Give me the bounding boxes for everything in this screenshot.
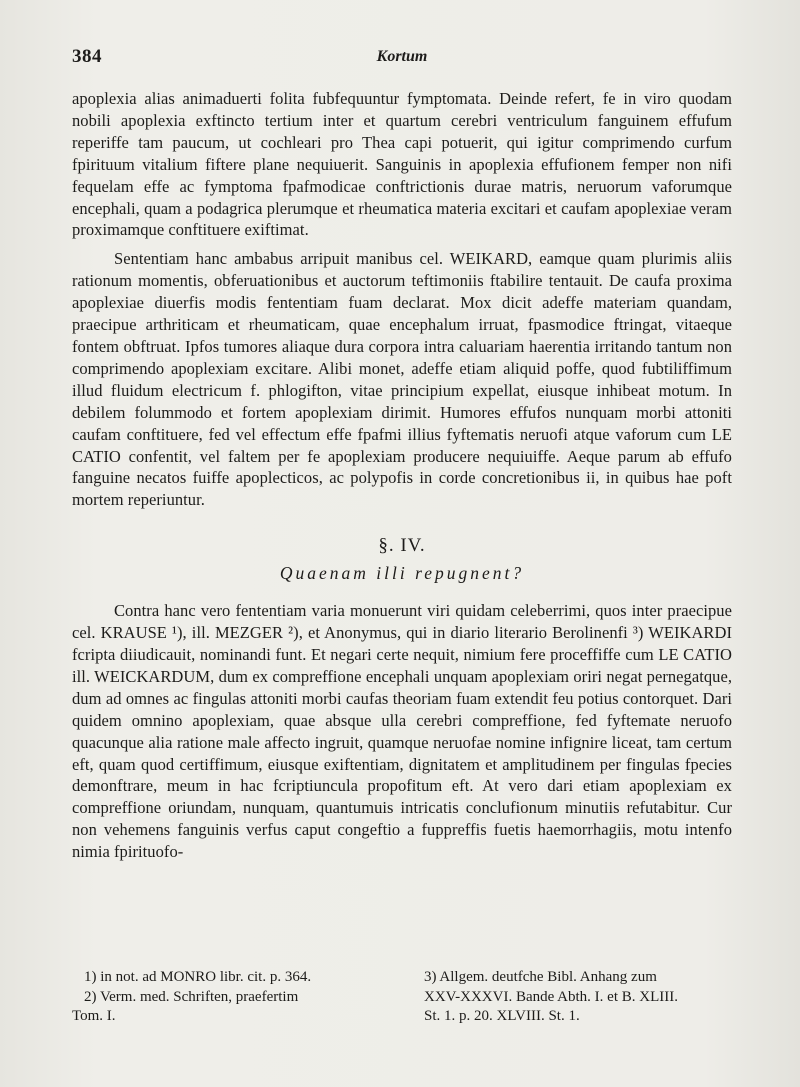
page-number: 384 (72, 46, 102, 67)
footnotes-right-column (424, 968, 736, 1027)
footnote-2-continuation: Tom. I. (72, 1008, 116, 1024)
footnote-3-line-2: XXV-XXXVI. Bande Abth. I. et B. XLIII. (424, 988, 678, 1005)
footnote-1: 1) in not. ad MONRO libr. cit. p. 364. (84, 969, 312, 985)
running-head: Kortum (376, 48, 428, 65)
section-title: Quaenam illi repugnent? (279, 563, 525, 584)
footnote-3-line-3: St. 1. p. 20. XLVIII. St. 1. (424, 1008, 580, 1024)
footnote-2: 2) Verm. med. Schriften, praefertim (84, 988, 299, 1005)
paragraph-section-iv: Contra hanc vero fententiam varia monuerunt viri quidam celeberrimi, quos inter praecipue cel. KRAUSE ¹), ill. MEZGER ²), et Anonymus, qui in diario literario Berolinenfi ³) WEIKARDI fcripta diiudicauit, nominandi funt. Et negari certe nequit, nimium fere proceffiffe cum LE CATIO ill. WEICKARDUM, dum ex compreffione encephali unquam apoplexiam oriri negat pernegatque, dum ad omnes ac fingulas attoniti morbi caufas theoriam fuam extendit feu potius contorquet. Dari quidem omnino apoplexiam, quae absque ulla cerebri compreffione, fed fyftemate neruofo quacunque alia ratione male affecto ingruit, quamque neruofae nomine infignire liceat, tam certum eft, quam quod certiffimum, eiusque exiftentiam, dignitatem et amplitudinem per fingulas fpecies demonftrare, meum in hac fcriptiuncula propofitum eft. At vero dari etiam apoplexiam ex compreffione oriundam, nunquam, quantumuis intricatis conclufionum minutiis refutabitur. Cur non vehemens fanguinis verfus caput congeftio a fuppreffis fuetis haemorrhagiis, motu intenfo nimia fpirituofo- (72, 601, 732, 862)
main-text (72, 88, 732, 863)
paragraph-continuation: apoplexia alias animaduerti folita fubfequuntur fymptomata. Deinde refert, fe in viro quodam nobili apoplexia exftincto tertium inter et quartum cerebri ventriculum fanguinem effufum reperiffe tam paucum, ut cochleari pro Thea capi potuerit, qui igitur comprimendo curfum fpirituum vitalium fiftere plane nequiuerit. Sanguinis in apoplexia effufionem femper non nifi fequelam effe ac fymptoma fpafmodicae conftrictionis durae matris, neruorum vaforumque encephali, quam a podagrica plerumque et rheumatica materia excitari et caufam apoplexiae veram proximamque conftituere exiftimat. (72, 89, 732, 240)
paragraph-weikard: Sententiam hanc ambabus arripuit manibus cel. WEIKARD, eamque quam plurimis aliis rationum momentis, obferuationibus et auctorum teftimoniis ftabilire tentauit. De caufa proxima apoplexiae diuerfis modis fententiam fuam declarat. Mox dicit adeffe materiam quandam, praecipue arthriticam et rheumaticam, quae encephalum irruat, fpasmodice ftringat, vitaeque fontem obftruat. Ipfos tumores aliaque dura corpora intra caluariam haerentia irritando tantum non comprimendo apoplexiam excitare. Alibi monet, adeffe etiam aliquid poffe, quod fubtiliffimum illud fluidum electricum f. phlogifton, vitae principium expellat, eiusque inhibeat motum. In debilem folummodo et fortem apoplexiam dirimit. Humores effufos nunquam morbi attoniti caufam conftituere, fed vel effectum effe fpafmi illius fyftematis neruofi atque vaforum cum LE CATIO confentit, vel faltem per fe apoplexiam producere nequiuiffe. Aeque parum ab effufo fanguine necatos fuiffe apoplecticos, ac polypofis in corde concretionibus ii, in quibus hae poft mortem reperiuntur. (72, 249, 732, 510)
footnote-3: 3) Allgem. deutfche Bibl. Anhang zum (424, 969, 657, 985)
footnotes-left-column (72, 968, 404, 1027)
section-heading: §. IV. (378, 535, 426, 557)
page-header (72, 46, 732, 72)
